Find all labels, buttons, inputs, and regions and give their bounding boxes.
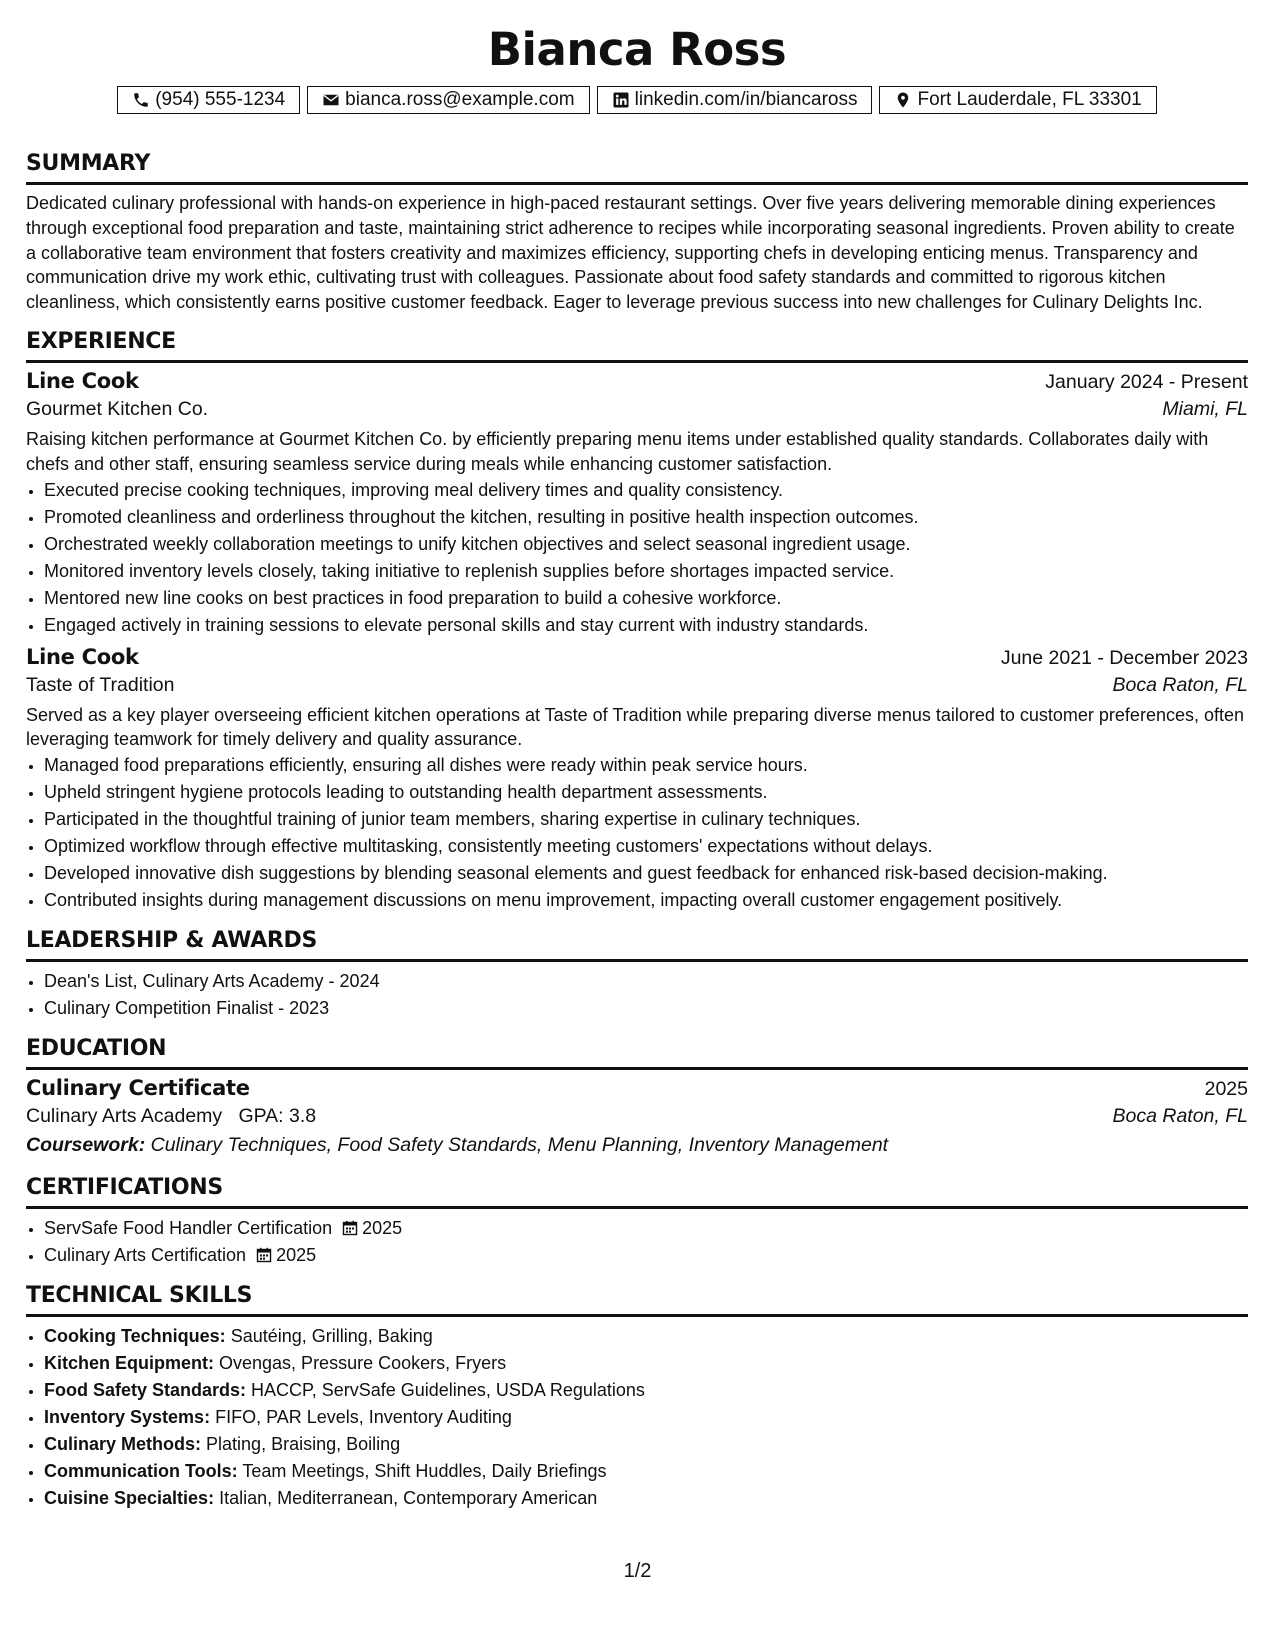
leadership-list: [26, 968, 1248, 1022]
school-name: Culinary Arts Academy: [26, 1105, 223, 1128]
certification-year: 2025: [362, 1218, 403, 1239]
degree: Culinary Certificate: [26, 1076, 250, 1101]
contact-email-text: bianca.ross@example.com: [345, 89, 575, 110]
list-item: [44, 1404, 1248, 1431]
certifications-section: [26, 1175, 1248, 1269]
job-company-row: [26, 674, 1248, 697]
job-location: Miami, FL: [1162, 397, 1248, 420]
list-item: • Managed food preparations efficiently, ensuring all dishes were ready within peak service hours.: [44, 752, 1248, 779]
job-header-row: [26, 645, 1248, 670]
job-bullets: [26, 752, 1248, 914]
skill-value: Sautéing, Grilling, Baking: [230, 1326, 433, 1347]
skills-heading: TECHNICAL SKILLS: [26, 1283, 1248, 1317]
job-title: Line Cook: [26, 368, 139, 393]
list-item: • Executed precise cooking techniques, improving meal delivery times and quality consistency.: [44, 477, 1248, 504]
skill-label: Culinary Methods:: [44, 1434, 202, 1455]
summary-section: [26, 151, 1248, 315]
list-item: • Dean's List, Culinary Arts Academy - 2024: [44, 968, 1248, 995]
coursework: [26, 1134, 1248, 1157]
leadership-section: [26, 928, 1248, 1022]
list-item: • Contributed insights during management discussions on menu improvement, impacting overall customer engagement positively.: [44, 887, 1248, 914]
contact-linkedin[interactable]: [597, 86, 873, 114]
job-company-row: [26, 398, 1248, 421]
job-title: Line Cook: [26, 644, 139, 669]
calendar-icon: [256, 1247, 272, 1263]
list-item: • Participated in the thoughtful training of junior team members, sharing expertise in culinary techniques.: [44, 806, 1248, 833]
skill-label: Cuisine Specialties:: [44, 1488, 215, 1509]
list-item: • Optimized workflow through effective multitasking, consistently meeting customers' expectations without delays.: [44, 833, 1248, 860]
contact-bar: [26, 86, 1248, 114]
skill-value: Team Meetings, Shift Huddles, Daily Briefings: [242, 1461, 607, 1482]
school-line: [26, 1105, 316, 1128]
list-item: • Culinary Competition Finalist - 2023: [44, 995, 1248, 1022]
contact-location[interactable]: [879, 86, 1156, 114]
skill-label: Communication Tools:: [44, 1461, 238, 1482]
job-date: January 2024 - Present: [1045, 370, 1248, 393]
list-item: [44, 1458, 1248, 1485]
education-location: Boca Raton, FL: [1112, 1105, 1248, 1128]
skills-list: [26, 1323, 1248, 1512]
contact-phone-text: (954) 555-1234: [155, 89, 286, 110]
phone-icon: [132, 91, 150, 109]
skill-label: Cooking Techniques:: [44, 1326, 226, 1347]
job-entry: [26, 645, 1248, 915]
coursework-label: Coursework:: [26, 1134, 146, 1157]
map-marker-icon: [894, 91, 912, 109]
contact-email[interactable]: [307, 86, 589, 114]
skill-value: Ovengas, Pressure Cookers, Fryers: [219, 1353, 507, 1374]
list-item: • Orchestrated weekly collaboration meetings to unify kitchen objectives and select seasonal ingredient usage.: [44, 531, 1248, 558]
list-item: • Upheld stringent hygiene protocols leading to outstanding health department assessments.: [44, 779, 1248, 806]
contact-location-text: Fort Lauderdale, FL 33301: [917, 89, 1142, 110]
list-item: • Engaged actively in training sessions to elevate personal skills and stay current with industry standards.: [44, 612, 1248, 639]
skill-label: Inventory Systems:: [44, 1407, 211, 1428]
calendar-icon: [342, 1220, 358, 1236]
list-item: [44, 1377, 1248, 1404]
list-item: [44, 1485, 1248, 1512]
skills-section: [26, 1283, 1248, 1512]
certification-year: 2025: [276, 1245, 317, 1266]
experience-section: [26, 329, 1248, 914]
education-school-row: [26, 1105, 1248, 1128]
skill-label: Kitchen Equipment:: [44, 1353, 214, 1374]
job-company: Gourmet Kitchen Co.: [26, 397, 209, 420]
summary-text: Dedicated culinary professional with hands-on experience in high-paced restaurant settings. Over five years delivering memorable dining experiences through exceptional food preparation and taste, maintaining strict adherence to recipes while incorporating seasonal ingredients. Proven ability to create a collaborative team environment that fosters creativity and maximizes efficiency, supporting chefs in developing enticing menus. Transparency and communication drive my work ethic, cultivating trust with colleagues. Passionate about food safety standards and committed to rigorous kitchen cleanliness, which consistently earns positive customer feedback. Eager to leverage previous success into new challenges for Culinary Delights Inc.: [26, 193, 1235, 313]
skill-value: Plating, Braising, Boiling: [206, 1434, 401, 1455]
job-description: Served as a key player overseeing efficient kitchen operations at Taste of Tradition while preparing diverse menus tailored to customer preferences, often leveraging teamwork for timely delivery and quality assurance.: [26, 704, 1245, 750]
list-item: • Promoted cleanliness and orderliness throughout the kitchen, resulting in positive health inspection outcomes.: [44, 504, 1248, 531]
education-section: [26, 1036, 1248, 1157]
list-item: [44, 1215, 1248, 1242]
job-company: Taste of Tradition: [26, 673, 175, 696]
contact-phone[interactable]: [117, 86, 300, 114]
certifications-list: [26, 1215, 1248, 1269]
linkedin-icon: [612, 91, 630, 109]
summary-heading: SUMMARY: [26, 151, 1248, 185]
page-number: 1/2: [623, 1560, 652, 1582]
leadership-heading: LEADERSHIP & AWARDS: [26, 928, 1248, 962]
job-description: Raising kitchen performance at Gourmet Kitchen Co. by efficiently preparing menu items under established quality standards. Collaborates daily with chefs and other staff, ensuring seamless service during meals while enhancing customer satisfaction.: [26, 428, 1209, 474]
list-item: [44, 1323, 1248, 1350]
gpa: GPA: 3.8: [238, 1105, 317, 1128]
certification-name: Culinary Arts Certification: [44, 1245, 247, 1266]
job-date: June 2021 - December 2023: [1000, 646, 1248, 669]
education-heading: EDUCATION: [26, 1036, 1248, 1070]
list-item: [44, 1350, 1248, 1377]
job-header-row: [26, 369, 1248, 394]
envelope-icon: [322, 91, 340, 109]
skill-value: Italian, Mediterranean, Contemporary American: [219, 1488, 598, 1509]
list-item: • Mentored new line cooks on best practices in food preparation to build a cohesive workforce.: [44, 585, 1248, 612]
certifications-heading: CERTIFICATIONS: [26, 1175, 1248, 1209]
list-item: [44, 1242, 1248, 1269]
job-location: Boca Raton, FL: [1112, 673, 1248, 696]
skill-value: HACCP, ServSafe Guidelines, USDA Regulations: [251, 1380, 645, 1401]
education-year: 2025: [1204, 1078, 1248, 1101]
list-item: [44, 1431, 1248, 1458]
certification-name: ServSafe Food Handler Certification: [44, 1218, 333, 1239]
skill-label: Food Safety Standards:: [44, 1380, 247, 1401]
resume-page: [26, 0, 1248, 1512]
experience-heading: EXPERIENCE: [26, 329, 1248, 363]
education-header-row: [26, 1076, 1248, 1101]
list-item: • Monitored inventory levels closely, taking initiative to replenish supplies before shortages impacted service.: [44, 558, 1248, 585]
skill-value: FIFO, PAR Levels, Inventory Auditing: [215, 1407, 512, 1428]
job-entry: [26, 369, 1248, 639]
candidate-name: Bianca Ross: [487, 23, 787, 76]
job-bullets: [26, 477, 1248, 639]
coursework-list: Culinary Techniques, Food Safety Standards, Menu Planning, Inventory Management: [150, 1134, 889, 1157]
contact-linkedin-text: linkedin.com/in/biancaross: [634, 89, 858, 110]
list-item: • Developed innovative dish suggestions by blending seasonal elements and guest feedback for enhanced risk-based decision-making.: [44, 860, 1248, 887]
